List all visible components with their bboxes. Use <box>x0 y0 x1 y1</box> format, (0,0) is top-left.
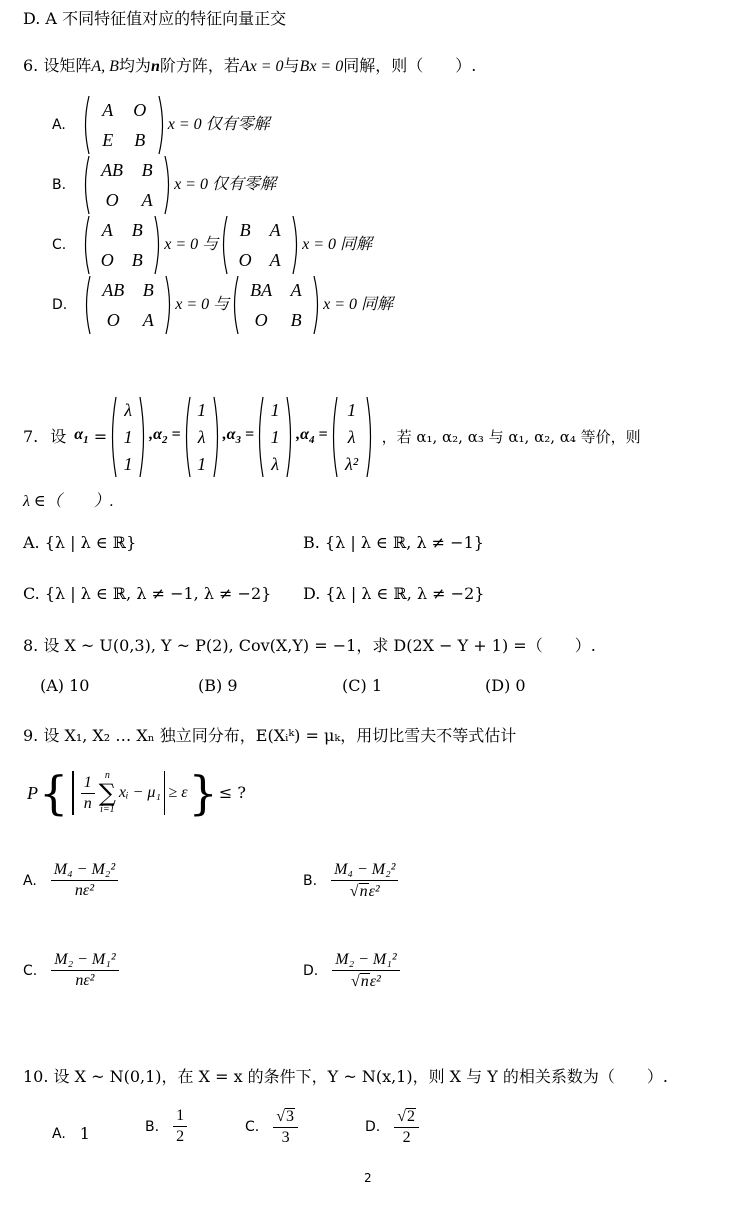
q10-option-a: A. 1 <box>52 1124 90 1143</box>
q9-option-b: B. M₄ − M₂² √ n ε² <box>303 862 402 900</box>
matrix-cell: A <box>142 310 154 330</box>
q10-option-d: D. √ 2 2 <box>365 1108 423 1146</box>
vector-cell: 1 <box>270 399 280 420</box>
left-paren <box>109 396 117 478</box>
q6-stem-g: 与 <box>283 56 300 75</box>
q6-stem-c: 均为 <box>118 56 151 75</box>
q7-option-b: B. {λ | λ ∈ ℝ, λ ≠ −1} <box>303 533 484 552</box>
vector-cell: 1 <box>197 399 207 420</box>
vector-cell: λ <box>197 426 206 447</box>
q6-option-b <box>52 155 276 215</box>
q7-number: 7. <box>23 427 39 446</box>
matrix-cell: O <box>238 250 252 270</box>
vector-cell: 1 <box>270 426 280 447</box>
matrix-cell: AB <box>101 160 124 180</box>
q7-stem: 7. 设 $\alpha_1$ = λ 1 1 $,\alpha_2$ = 1 λ 1 $,\alpha_3$ = 1 1 λ $,\alpha_4$ = 1 λ λ² ，若 α₁, α₂, α₃ 与 α₁, α₂, α₄ 等价，则 <box>23 396 641 478</box>
q10-stem: 10. 设 X ~ N(0,1)，在 X = x 的条件下，Y ~ N(x,1)，则 X 与 Y 的相关系数为（ ）. <box>23 1067 668 1086</box>
q6-c-text: x = 0 同解 <box>302 236 373 253</box>
page-number: 2 <box>364 1171 372 1185</box>
matrix-cell: A <box>290 280 302 300</box>
q7-vector-1 <box>109 396 147 478</box>
q6-c-matrix-2 <box>220 215 300 275</box>
q6-d-mid: x = 0 与 <box>175 296 230 313</box>
q6-a-text: x = 0 仅有零解 <box>167 116 270 133</box>
vector-cell: λ² <box>344 454 359 475</box>
q6-a-matrix <box>82 95 166 155</box>
sum-symbol: n ∑ i=1 <box>98 770 116 815</box>
q6-stem-h: Bx = 0 <box>299 58 344 75</box>
q7-alpha1: $\alpha_1$ <box>74 426 89 447</box>
q6-stem-a: 设矩阵 <box>43 56 92 75</box>
q6-b-label: B. <box>52 177 67 193</box>
vector-cell: 1 <box>197 454 207 475</box>
matrix-cell: B <box>134 130 146 150</box>
left-brace-icon: { <box>39 766 69 820</box>
right-paren <box>286 396 294 478</box>
q7-vector-4 <box>330 396 374 478</box>
q9-option-c: C. $\frac{\text{M₂ − M₁²}}{\text{nε²}}$ <box>23 952 123 989</box>
q9-option-d: D. M₂ − M₁² √ n ε² <box>303 952 404 990</box>
left-paren <box>183 396 191 478</box>
q6-stem-i: 同解，则（ ）. <box>343 56 477 75</box>
prev-option-d: D. A 不同特征值对应的特征向量正交 <box>23 9 287 28</box>
q8-option-a: (A) 10 <box>40 676 90 695</box>
q9-frac: $\frac{1}{n}$ <box>81 775 95 812</box>
q9-option-a: A. $\frac{\text{M₄ − M₂²}}{\text{nε²}}$ <box>23 862 122 899</box>
sqrt-icon: √ n <box>350 973 369 990</box>
sqrt-icon: √ 3 <box>276 1108 295 1125</box>
right-paren <box>313 275 321 335</box>
left-paren <box>330 396 338 478</box>
q6-b-matrix <box>82 155 172 215</box>
q9-probability <box>27 766 246 820</box>
matrix-cell: B <box>131 250 143 270</box>
matrix-cell: O <box>133 100 147 120</box>
matrix-cell: AB <box>102 280 125 300</box>
q7-tail: ，若 α₁, α₂, α₃ 与 α₁, α₂, α₄ 等价，则 <box>381 427 641 446</box>
q7-option-a: A. {λ | λ ∈ ℝ} <box>23 533 137 552</box>
q8-option-d: (D) 0 <box>485 676 526 695</box>
right-paren <box>164 155 172 215</box>
left-paren <box>220 215 228 275</box>
right-paren <box>165 275 173 335</box>
q9-end: ≤ ? <box>218 783 246 802</box>
q6-option-a <box>52 95 270 155</box>
q6-c-label: C. <box>52 237 67 253</box>
right-paren <box>139 396 147 478</box>
vector-cell: 1 <box>347 399 357 420</box>
q6-stem-d: n <box>150 58 160 75</box>
q6-a-label: A. <box>52 117 66 133</box>
right-paren <box>154 215 162 275</box>
vector-cell: λ <box>347 426 356 447</box>
right-paren <box>366 396 374 478</box>
matrix-cell: A <box>269 250 281 270</box>
q7-option-d: D. {λ | λ ∈ ℝ, λ ≠ −2} <box>303 584 485 603</box>
q6-stem-b: A, B <box>91 58 119 75</box>
vector-cell: λ <box>124 399 133 420</box>
left-paren <box>82 215 90 275</box>
q7-she: 设 <box>50 427 67 446</box>
right-brace-icon: } <box>188 766 218 820</box>
q9-stem: 9. 设 X₁, X₂ … Xₙ 独立同分布，E(Xᵢᵏ) = μₖ，用切比雪夫不等式估计 <box>23 726 517 745</box>
q8-option-c: (C) 1 <box>342 676 382 695</box>
matrix-cell: E <box>102 130 114 150</box>
q7-option-c: C. {λ | λ ∈ ℝ, λ ≠ −1, λ ≠ −2} <box>23 584 272 603</box>
q6-d-text: x = 0 同解 <box>323 296 394 313</box>
vector-cell: λ <box>271 454 279 475</box>
abs-bar-right <box>164 771 166 815</box>
matrix-cell: B <box>239 220 251 240</box>
matrix-cell: A <box>269 220 281 240</box>
q6-d-matrix-1 <box>83 275 173 335</box>
matrix-cell: BA <box>250 280 273 300</box>
matrix-cell: A <box>141 190 153 210</box>
q6-b-text: x = 0 仅有零解 <box>174 176 276 193</box>
matrix-cell: A <box>102 100 114 120</box>
matrix-cell: O <box>105 190 119 210</box>
q6-number: 6. <box>23 56 39 75</box>
q6-stem <box>23 58 476 75</box>
q6-d-label: D. <box>52 297 68 313</box>
right-paren <box>213 396 221 478</box>
sqrt-icon: √ n <box>349 883 368 900</box>
sqrt-icon: √ 2 <box>397 1108 416 1125</box>
vector-cell: 1 <box>123 426 133 447</box>
q9-p: P <box>27 783 38 803</box>
q7-vector-2 <box>183 396 221 478</box>
q6-option-d <box>52 275 393 335</box>
q7-vector-3 <box>256 396 294 478</box>
q8-stem: 8. 设 X ~ U(0,3), Y ~ P(2), Cov(X,Y) = −1，求 D(2X − Y + 1) =（ ）. <box>23 636 596 655</box>
q10-option-c: C. √ 3 3 <box>245 1108 302 1146</box>
q10-option-b: B. $\frac{1}{2}$ <box>145 1108 191 1145</box>
q6-stem-f: Ax = 0 <box>239 58 284 75</box>
q6-c-mid: x = 0 与 <box>164 236 219 253</box>
q6-stem-e: 阶方阵，若 <box>159 56 240 75</box>
abs-bar-left <box>72 771 74 815</box>
right-paren <box>158 95 166 155</box>
left-paren <box>256 396 264 478</box>
q8-option-b: (B) 9 <box>198 676 238 695</box>
q6-d-matrix-2 <box>231 275 321 335</box>
matrix-cell: O <box>254 310 268 330</box>
left-paren <box>231 275 239 335</box>
q6-option-c <box>52 215 372 275</box>
q6-c-matrix-1 <box>82 215 162 275</box>
matrix-cell: B <box>131 220 143 240</box>
q9-tail: ≥ ε <box>168 784 188 801</box>
right-paren <box>292 215 300 275</box>
matrix-cell: B <box>142 280 154 300</box>
q9-body: xᵢ − μ₁ <box>118 784 161 801</box>
left-paren <box>82 155 90 215</box>
matrix-cell: B <box>290 310 302 330</box>
matrix-cell: O <box>106 310 120 330</box>
matrix-cell: A <box>101 220 113 240</box>
left-paren <box>83 275 91 335</box>
q7-line2: λ ∈（ ）. <box>23 493 114 510</box>
matrix-cell: O <box>100 250 114 270</box>
matrix-cell: B <box>141 160 153 180</box>
left-paren <box>82 95 90 155</box>
vector-cell: 1 <box>123 454 133 475</box>
